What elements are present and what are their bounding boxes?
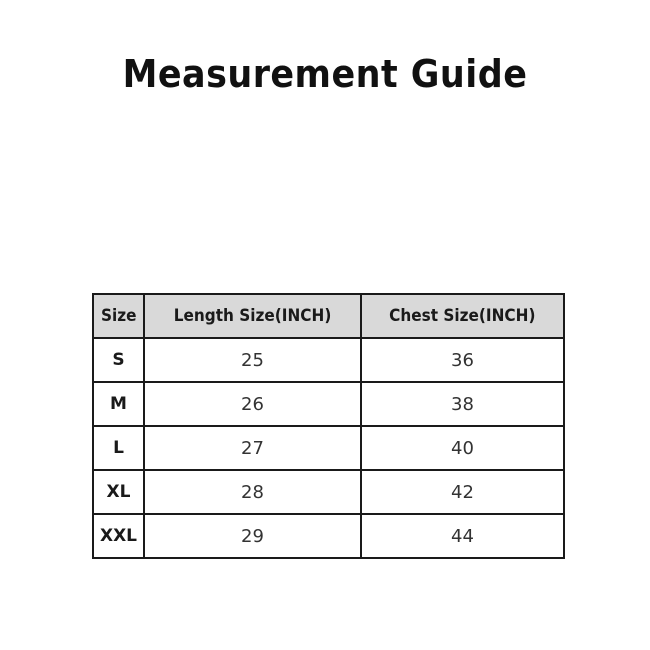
chest-cell: 38 xyxy=(361,382,564,426)
chest-cell: 44 xyxy=(361,514,564,558)
length-cell: 25 xyxy=(144,338,361,382)
size-cell: L xyxy=(93,426,144,470)
table-row xyxy=(93,382,564,426)
length-cell: 27 xyxy=(144,426,361,470)
table-row xyxy=(93,514,564,558)
header-size-label: Size xyxy=(100,306,137,326)
length-cell: 28 xyxy=(144,470,361,514)
size-cell: S xyxy=(93,338,144,382)
length-cell: 29 xyxy=(144,514,361,558)
header-chest-label: Chest Size(INCH) xyxy=(389,306,536,326)
size-cell: M xyxy=(93,382,144,426)
header-chest xyxy=(361,294,564,338)
table-header-row xyxy=(93,294,564,338)
header-size xyxy=(93,294,144,338)
chest-cell: 36 xyxy=(361,338,564,382)
table-row xyxy=(93,470,564,514)
size-chart-table xyxy=(92,293,565,559)
chest-cell: 40 xyxy=(361,426,564,470)
chest-cell: 42 xyxy=(361,470,564,514)
length-cell: 26 xyxy=(144,382,361,426)
size-cell: XL xyxy=(93,470,144,514)
header-length-label: Length Size(INCH) xyxy=(173,306,332,326)
header-length xyxy=(144,294,361,338)
size-cell: XXL xyxy=(93,514,144,558)
page-title: Measurement Guide xyxy=(122,52,528,96)
table-row xyxy=(93,426,564,470)
table-row xyxy=(93,338,564,382)
